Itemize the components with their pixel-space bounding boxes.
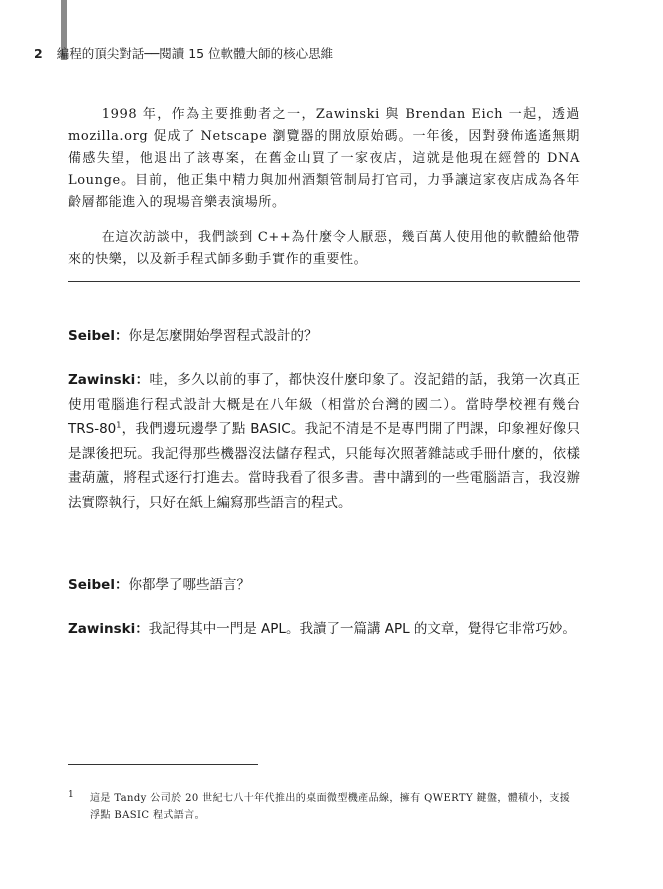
dialogue-text: 我記得其中一門是 APL。我讀了一篇講 APL 的文章，覺得它非常巧妙。 (148, 621, 576, 637)
intro-section (68, 104, 580, 271)
dialogue-turn (68, 324, 580, 349)
dialogue-text: ，我們邊玩邊學了點 BASIC。我記不清是不是專門開了門課，印象裡好像只是課後把玩。我記得那些機器沒法儲存程式，只能每次照著雜誌或手冊什麼的，依樣畫葫蘆，將程式逐行打進去。當時我看了很多書。書中講到的一些電腦語言，我沒辦法實際執行，只好在紙上編寫那些語言的程式。 (68, 421, 580, 511)
dialogue-text: 哇，多久以前的事了，都快沒什麼印象了。沒記錯的話，我第一次真正使用電腦進行程式設計大概是在八年級（相當於台灣的國二）。當時學校裡有幾台 TRS-80 (68, 372, 580, 437)
dialogue-text: 你是怎麼開始學習程式設計的？ (128, 328, 318, 344)
page-number: 2 (34, 46, 43, 61)
intro-paragraph: 1998 年，作為主要推動者之一，Zawinski 與 Brendan Eich 一起，透過 mozilla.org 促成了 Netscape 瀏覽器的開放原始碼。一年後，因對發佈遙遙無期備感失望，他退出了該專案，在舊金山買了一家夜店，這就是他現在經營的 DNA Lounge。目前，他正集中精力與加州酒類管制局打官司，力爭讓這家夜店成為各年齡層都能進入的現場音樂表演場所。 (68, 107, 580, 210)
speaker-name: Zawinski： (68, 372, 150, 388)
book-title: 編程的頂尖對話──閱讀 15 位軟體大師的核心思維 (56, 46, 334, 61)
footnote-reference: 1 (116, 420, 122, 430)
speaker-name: Seibel： (68, 328, 129, 344)
dialogue-turn (68, 617, 580, 642)
footnote-mark: 1 (68, 790, 75, 800)
dialogue-turn (68, 368, 580, 515)
speaker-name: Zawinski： (68, 621, 149, 637)
intro-paragraph: 在這次訪談中，我們談到 C++為什麼令人厭惡，幾百萬人使用他的軟體給他帶來的快樂，以及新手程式師多動手實作的重要性。 (68, 230, 580, 267)
footnote (68, 790, 580, 824)
running-header (34, 44, 333, 62)
footnote-divider (68, 764, 258, 765)
dialogue-turn (68, 573, 580, 598)
section-divider (68, 281, 580, 282)
footnote-text: 這是 Tandy 公司於 20 世紀七八十年代推出的桌面微型機產品線，擁有 QWERTY 鍵盤，體積小，支援浮點 BASIC 程式語言。 (90, 793, 571, 821)
speaker-name: Seibel： (68, 577, 129, 593)
dialogue-text: 你都學了哪些語言？ (128, 577, 250, 593)
